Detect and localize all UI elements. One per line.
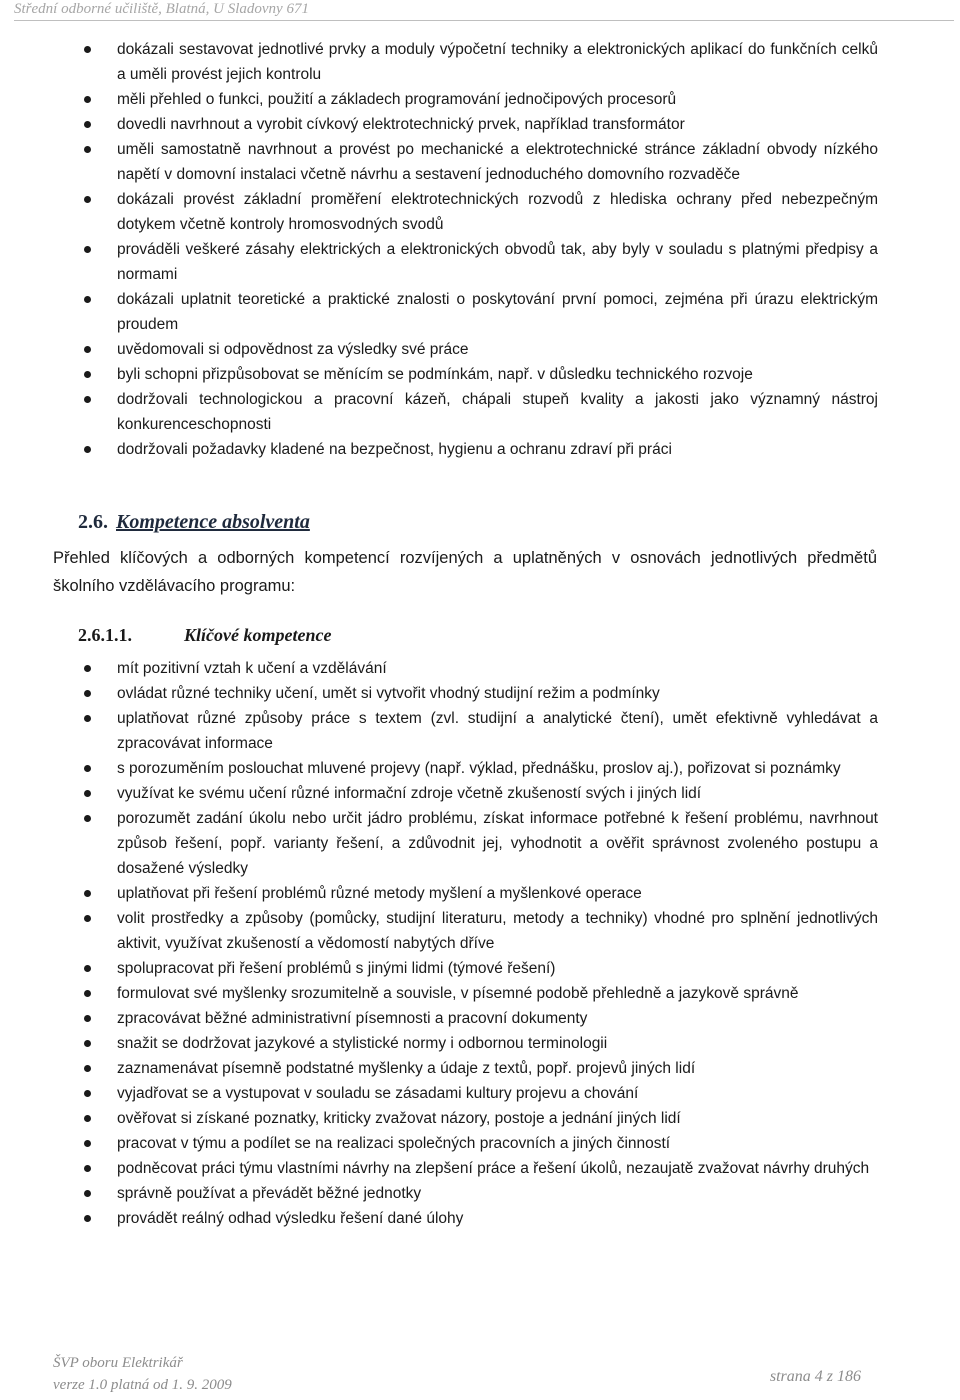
list-item: volit prostředky a způsoby (pomůcky, studijní literaturu, metody a techniky) vhodné pro splnění jednotlivých aktivit, využívat zkušeností a vědomostí nabytých dříve <box>81 906 878 956</box>
list-item: porozumět zadání úkolu nebo určit jádro problému, získat informace potřebné k řešení problému, navrhnout způsob řešení, popř. varianty řešení, a zdůvodnit jej, vyhodnotit a ověřit správnost zvoleného postupu a dosažené výsledky <box>81 806 878 881</box>
list-item: byli schopni přizpůsobovat se měnícím se podmínkám, např. v důsledku technického rozvoje <box>81 362 878 387</box>
list-item: ovládat různé techniky učení, umět si vytvořit vhodný studijní režim a podmínky <box>81 681 878 706</box>
list-item: pracovat v týmu a podílet se na realizaci společných pracovních a jiných činností <box>81 1131 878 1156</box>
footer-version: verze 1.0 platná od 1. 9. 2009 <box>53 1377 232 1393</box>
subsection-heading <box>78 622 331 648</box>
subsection-number: 2.6.1.1. <box>78 625 132 645</box>
list-item: dokázali uplatnit teoretické a praktické znalosti o poskytování první pomoci, zejména při úrazu elektrickým proudem <box>81 287 878 337</box>
list-item: mít pozitivní vztah k učení a vzdělávání <box>81 656 878 681</box>
list-item: podněcovat práci týmu vlastními návrhy na zlepšení práce a řešení úkolů, nezaujatě zvažovat návrhy druhých <box>81 1156 878 1181</box>
list-item: s porozuměním poslouchat mluvené projevy (např. výklad, přednášku, proslov aj.), pořizovat si poznámky <box>81 756 878 781</box>
list-item: prováděli veškeré zásahy elektrických a elektronických obvodů tak, aby byly v souladu s platnými předpisy a normami <box>81 237 878 287</box>
list-item: zpracovávat běžné administrativní písemnosti a pracovní dokumenty <box>81 1006 878 1031</box>
list-item: dovedli navrhnout a vyrobit cívkový elektrotechnický prvek, například transformátor <box>81 112 878 137</box>
section-title: Kompetence absolventa <box>116 511 310 533</box>
list-item: správně používat a převádět běžné jednotky <box>81 1181 878 1206</box>
footer-info <box>53 1352 232 1396</box>
list-item: zaznamenávat písemně podstatné myšlenky a údaje z textů, popř. projevů jiných lidí <box>81 1056 878 1081</box>
list-item: dodržovali technologickou a pracovní kázeň, chápali stupeň kvality a jakosti jako významný nástroj konkurenceschopnosti <box>81 387 878 437</box>
running-header: Střední odborné učiliště, Blatná, U Sladovny 671 <box>14 0 954 21</box>
list-item: snažit se dodržovat jazykové a stylistické normy i odbornou terminologii <box>81 1031 878 1056</box>
list-item: provádět reálný odhad výsledku řešení dané úlohy <box>81 1206 878 1231</box>
footer-program: ŠVP oboru Elektrikář <box>53 1355 183 1371</box>
list-item: uměli samostatně navrhnout a provést po mechanické a elektrotechnické stránce základní obvody nízkého napětí v domovní instalaci včetně návrhu a sestavení jednoduchého domovního rozvaděče <box>81 137 878 187</box>
subsection-title: Klíčové kompetence <box>184 625 332 645</box>
list-item: uplatňovat při řešení problémů různé metody myšlení a myšlenkové operace <box>81 881 878 906</box>
intro-paragraph: Přehled klíčových a odborných kompetencí rozvíjených a uplatněných v osnovách jednotlivých předmětů školního vzdělávacího programu: <box>53 549 877 595</box>
list-item: dokázali sestavovat jednotlivé prvky a moduly výpočetní techniky a elektronických aplikací do funkčních celků a uměli provést jejich kontrolu <box>81 37 878 87</box>
list-item: dokázali provést základní proměření elektrotechnických rozvodů z hlediska ochrany před nebezpečným dotykem včetně kontroly hromosvodných svodů <box>81 187 878 237</box>
list-item: dodržovali požadavky kladené na bezpečnost, hygienu a ochranu zdraví při práci <box>81 437 878 462</box>
graduate-outcomes-list <box>81 37 878 462</box>
list-item: využívat ke svému učení různé informační zdroje včetně zkušeností svých i jiných lidí <box>81 781 878 806</box>
list-item: vyjadřovat se a vystupovat v souladu se zásadami kultury projevu a chování <box>81 1081 878 1106</box>
list-item: spolupracovat při řešení problémů s jinými lidmi (týmové řešení) <box>81 956 878 981</box>
list-item: ověřovat si získané poznatky, kriticky zvažovat názory, postoje a jednání jiných lidí <box>81 1106 878 1131</box>
list-item: měli přehled o funkci, použití a základech programování jednočipových procesorů <box>81 87 878 112</box>
list-item: uplatňovat různé způsoby práce s textem (zvl. studijní a analytické čtení), umět efektivně vyhledávat a zpracovávat informace <box>81 706 878 756</box>
page-number: strana 4 z 186 <box>769 1368 861 1385</box>
list-item: formulovat své myšlenky srozumitelně a souvisle, v písemné podobě přehledně a jazykově správně <box>81 981 878 1006</box>
list-item: uvědomovali si odpovědnost za výsledky své práce <box>81 337 878 362</box>
section-number: 2.6. <box>78 511 108 533</box>
section-heading <box>78 508 310 536</box>
key-competences-list <box>81 656 878 1231</box>
